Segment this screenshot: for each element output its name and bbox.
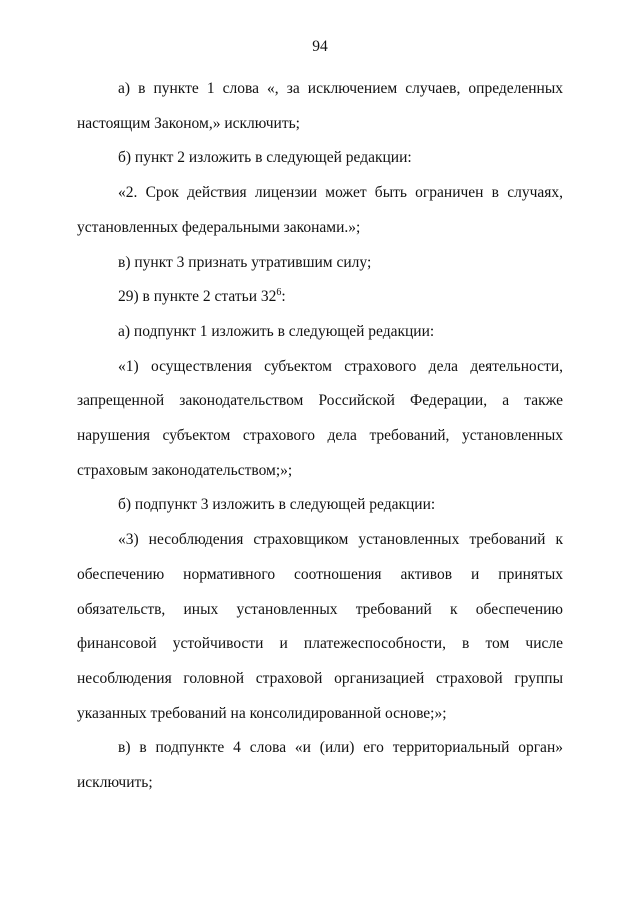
paragraph-9: «3) несоблюдения страховщиком установленных требований к обеспечению нормативного соотношения активов и принятых обязательств, иных установленных требований к обеспечению финансовой устойчивости и платежеспособности, в том числе несоблюдения головной страховой организацией страховой группы указанных требований на консолидированной основе;»; (77, 531, 563, 722)
paragraph-7: «1) осуществления субъектом страхового дела деятельности, запрещенной законодательством Российской Федерации, а также нарушения субъектом страхового дела требований, установленных страховым законодательством;»; (77, 357, 563, 479)
paragraph-5-colon: : (281, 288, 286, 306)
article-superscript: 6 (276, 287, 282, 299)
paragraph-4: в) пункт 3 признать утратившим силу; (118, 253, 372, 271)
paragraph-5 (77, 280, 563, 315)
paragraph-2: б) пункт 2 изложить в следующей редакции: (118, 149, 412, 167)
paragraph-3: «2. Срок действия лицензии может быть ограничен в случаях, установленных федеральными законами.»; (77, 184, 563, 236)
paragraph-8: б) подпункт 3 изложить в следующей редакции: (118, 496, 436, 514)
document-body (77, 72, 563, 801)
paragraph-1: а) в пункте 1 слова «, за исключением случаев, определенных настоящим Законом,» исключить; (77, 80, 563, 132)
paragraph-5-text: 29) в пункте 2 статьи 32 (118, 288, 277, 306)
paragraph-6: а) подпункт 1 изложить в следующей редакции: (118, 322, 435, 340)
page-number: 94 (312, 38, 328, 55)
paragraph-10: в) в подпункте 4 слова «и (или) его территориальный орган» исключить; (77, 739, 563, 792)
